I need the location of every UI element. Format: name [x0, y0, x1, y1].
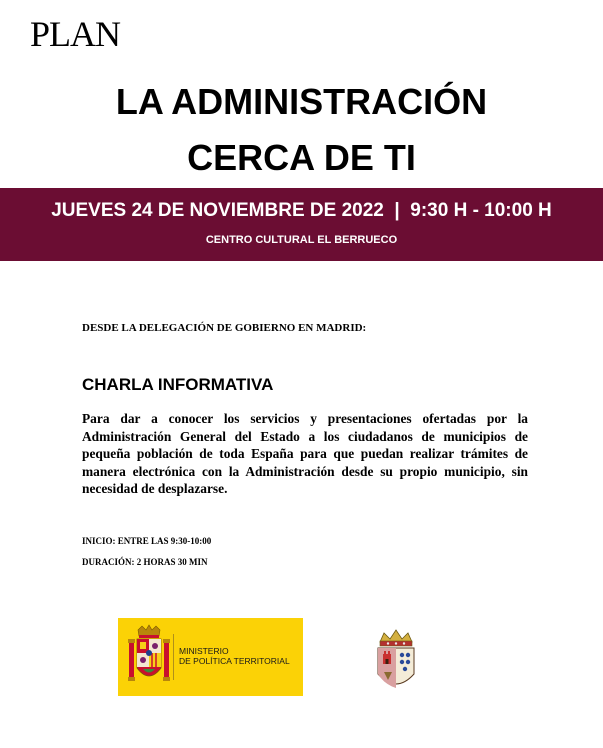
duration: DURACIÓN: 2 HORAS 30 MIN: [82, 557, 208, 567]
section-title: CHARLA INFORMATIVA: [82, 375, 274, 394]
event-venue: CENTRO CULTURAL EL BERRUECO: [205, 234, 398, 246]
description-paragraph: Para dar a conocer los servicios y presentaciones ofertadas por la Administración General del Estado a los ciudadanos de municipios de pequeña población de toda España para que puedan realizar trámites de manera electrónica con la Administración desde su propio municipio, sin necesidad de desplazarse.: [82, 411, 528, 496]
plan-brand: PLAN: [30, 14, 121, 54]
start-time: INICIO: ENTRE LAS 9:30-10:00: [82, 536, 212, 546]
main-title-line-2: CERCA DE TI: [187, 137, 416, 178]
delegation-text: DESDE LA DELEGACIÓN DE GOBIERNO EN MADRID:: [82, 322, 367, 334]
spain-coat-of-arms-icon: [128, 624, 170, 688]
main-title-line-1: LA ADMINISTRACIÓN: [115, 81, 488, 122]
ministry-divider: [173, 634, 174, 680]
event-band: [0, 188, 603, 261]
ministry-logo: [118, 618, 303, 696]
town-crest-icon: [372, 628, 420, 694]
ministry-name: [179, 646, 290, 666]
ministry-name-line-2: DE POLÍTICA TERRITORIAL: [179, 656, 290, 666]
main-title: [0, 74, 603, 186]
ministry-name-line-1: MINISTERIO: [179, 646, 229, 656]
event-date-time: JUEVES 24 DE NOVIEMBRE DE 2022 | 9:30 H - 10:00 H: [51, 200, 552, 221]
